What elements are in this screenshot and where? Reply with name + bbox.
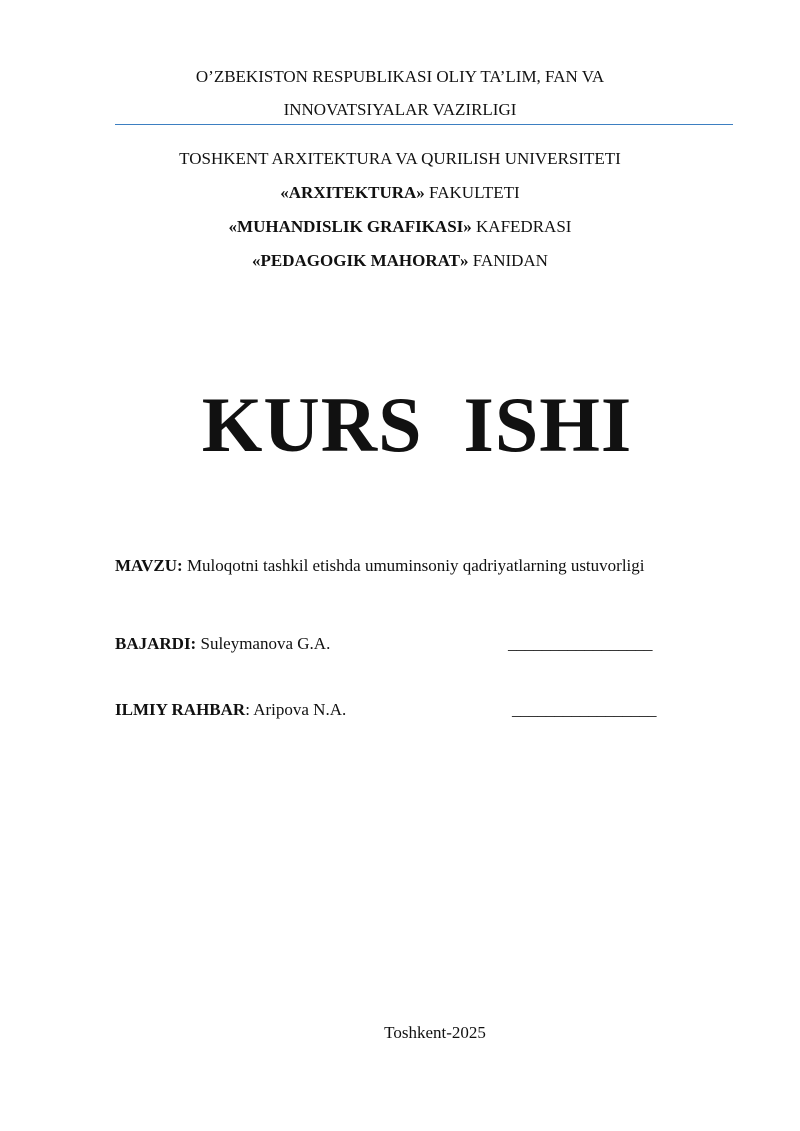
- supervisor-line: [115, 699, 346, 721]
- author-name: Suleymanova G.A.: [196, 634, 331, 653]
- subject-name: «PEDAGOGIK MAHORAT»: [252, 251, 469, 270]
- department-name: «MUHANDISLIK GRAFIKASI»: [228, 217, 472, 236]
- header-rule: [115, 124, 733, 125]
- university-name: TOSHKENT ARXITEKTURA VA QURILISH UNIVERSITETI: [179, 149, 621, 168]
- city-year: Toshkent-2025: [384, 1023, 486, 1042]
- supervisor-name: : Aripova N.A.: [245, 700, 347, 719]
- department-suffix: KAFEDRASI: [471, 217, 572, 236]
- topic-line: [115, 555, 645, 577]
- subject-suffix: FANIDAN: [468, 251, 548, 270]
- topic-value: Muloqotni tashkil etishda umuminsoniy qadriyatlarning ustuvorligi: [182, 556, 645, 575]
- subject-line: [0, 250, 800, 272]
- ministry-line-1: O’ZBEKISTON RESPUBLIKASI OLIY TA’LIM, FAN VA: [195, 67, 605, 86]
- topic-label: MAVZU:: [115, 556, 183, 575]
- department-line: [0, 216, 800, 238]
- faculty-suffix: FAKULTETI: [424, 183, 520, 202]
- document-title: KURS ISHI: [201, 381, 633, 468]
- author-label: BAJARDI:: [115, 634, 197, 653]
- faculty-name: «ARXITEKTURA»: [280, 183, 425, 202]
- supervisor-signature-line: _________________: [512, 700, 657, 719]
- author-line: [115, 633, 330, 655]
- faculty-line: [0, 182, 800, 204]
- author-signature-line: _________________: [508, 634, 653, 653]
- ministry-line-2: INNOVATSIYALAR VAZIRLIGI: [283, 100, 517, 119]
- supervisor-label: ILMIY RAHBAR: [115, 700, 246, 719]
